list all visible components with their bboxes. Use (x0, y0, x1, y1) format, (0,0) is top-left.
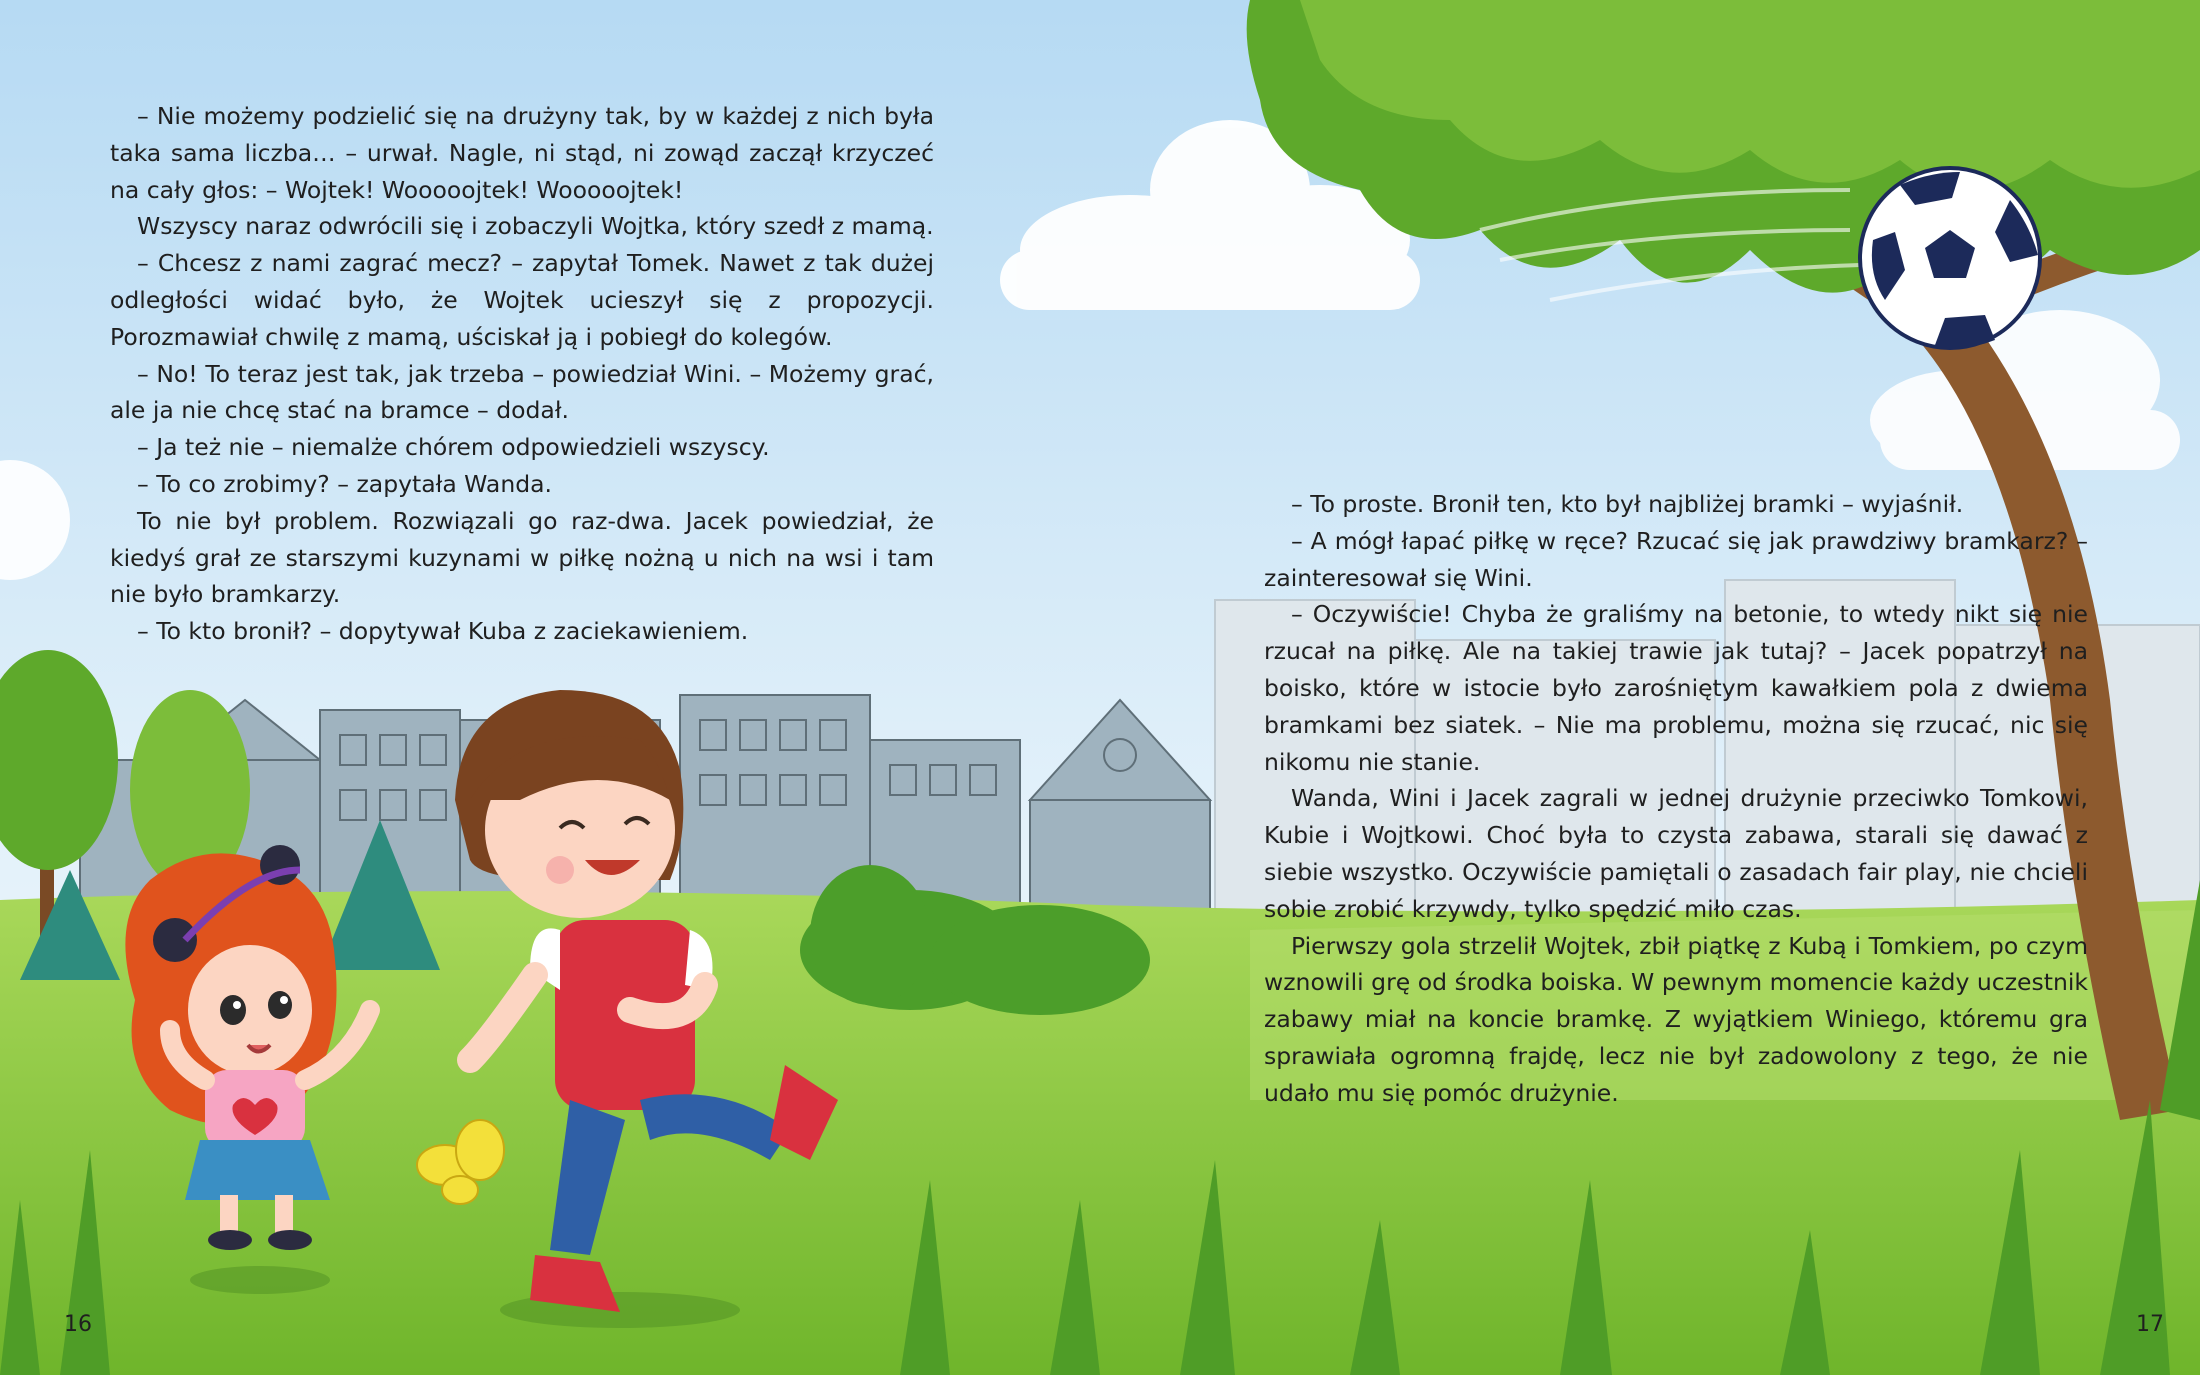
paragraph: Wszyscy naraz odwrócili się i zobaczyli Wojtka, który szedł z mamą. (137, 212, 934, 241)
page-number-left: 16 (64, 1312, 92, 1337)
paragraph: – No! To teraz jest tak, jak trzeba – powiedział Wini. – Możemy grać, ale ja nie chcę stać na bramce – dodał. (110, 359, 934, 425)
paragraph: – Ja też nie – niemalże chórem odpowiedzieli wszyscy. (137, 433, 770, 462)
paragraph: – To proste. Bronił ten, kto był najbliżej bramki – wyjaśnił. (1291, 490, 1964, 518)
paragraph: – Oczywiście! Chyba że graliśmy na betonie, to wtedy nikt się nie rzucał na piłkę. Ale na takiej trawie jak tutaj? – Jacek popatrzył na boisko, które w istocie było zarośniętym kawałkiem pola z dwiema bramkami bez siatek. – Nie ma problemu, można się rzucać, nic się nikomu nie stanie. (1264, 600, 2088, 776)
paragraph: – Chcesz z nami zagrać mecz? – zapytał Tomek. Nawet z tak dużej odległości widać było, że Wojtek ucieszył się z propozycji. Porozmawiał chwilę z mamą, uściskał ją i pobiegł do kolegów. (110, 249, 934, 351)
paragraph: Wanda, Wini i Jacek zagrali w jednej drużynie przeciwko Tomkowi, Kubie i Wojtkowi. Choć była to czysta zabawa, starali się dawać z siebie wszystko. Oczywiście pamiętali o zasadach fair play, nie chcieli sobie zrobić krzywdy, tylko spędzić miło czas. (1264, 784, 2088, 923)
page-number-right: 17 (2136, 1312, 2164, 1337)
paragraph: – A mógł łapać piłkę w ręce? Rzucać się jak prawdziwy bramkarz? – zainteresował się Wini. (1264, 526, 2088, 592)
paragraph: – Nie możemy podzielić się na drużyny tak, by w każdej z nich była taka sama liczba… – urwał. Nagle, ni stąd, ni zowąd zaczął krzyczeć na cały głos: – Wojtek! Wooooojtek! Wooooojtek! (110, 102, 934, 204)
soccer-ball-icon (1860, 168, 2040, 348)
paragraph: To nie był problem. Rozwiązali go raz-dwa. Jacek powiedział, że kiedyś grał ze starszymi kuzynami w piłkę nożną u nich na wsi i tam nie było bramkarzy. (110, 506, 934, 609)
right-page-text (1264, 486, 2088, 1112)
paragraph: – To kto bronił? – dopytywał Kuba z zaciekawieniem. (137, 617, 749, 646)
paragraph: – To co zrobimy? – zapytała Wanda. (137, 469, 553, 498)
paragraph: Pierwszy gola strzelił Wojtek, zbił piątkę z Kubą i Tomkiem, po czym wznowili grę od środka boiska. W pewnym momencie każdy uczestnik zabawy miał na koncie bramkę. Z wyjątkiem Winiego, któremu gra sprawiała ogromną frajdę, lecz nie był zadowolony z tego, że nie udało mu się pomóc drużynie. (1264, 931, 2088, 1107)
left-page-text (110, 98, 934, 650)
